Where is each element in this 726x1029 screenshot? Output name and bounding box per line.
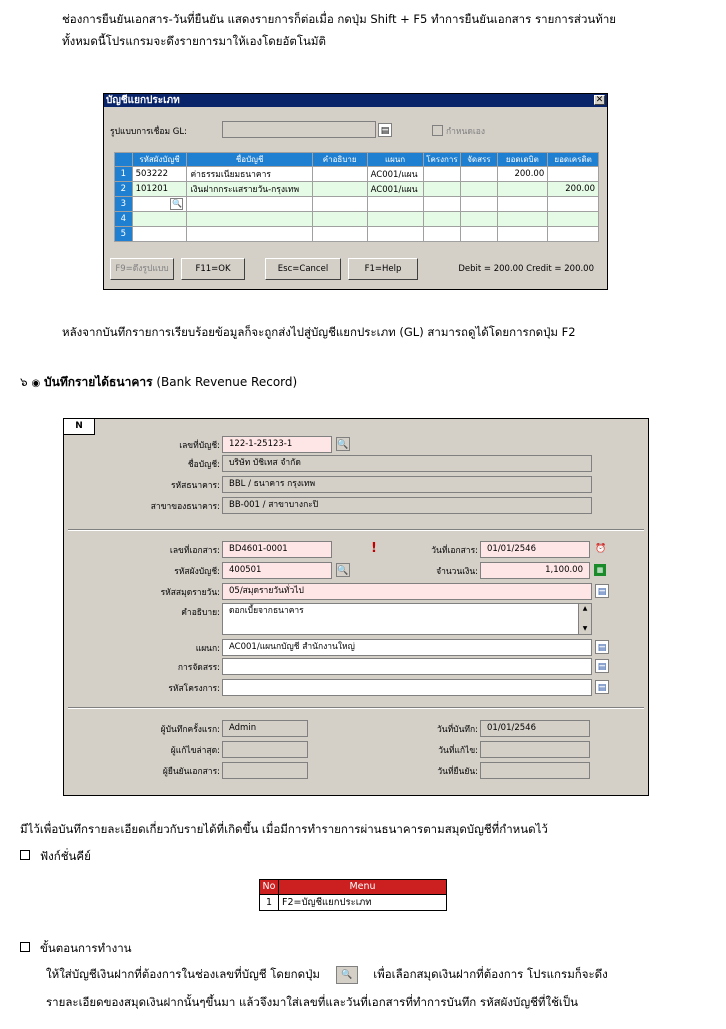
section-heading xyxy=(20,373,297,392)
gl-grid-header xyxy=(115,153,599,167)
gl-window-titlebar xyxy=(104,94,607,107)
f9-button[interactable]: F9=ดึงรูปแบบ xyxy=(110,258,174,280)
document-icon[interactable]: ▤ xyxy=(378,123,392,137)
procedure-line-2: รายละเอียดของสมุดเงินฝากนั้นๆขึ้นมา แล้วจึงมาใส่เลขที่และวันที่เอกสารที่ทำการบันทึก รหัสผังบัญชีที่ใช้เป็น xyxy=(46,995,579,1009)
project-label: รหัสโครงการ: xyxy=(168,684,220,694)
gl-format-field[interactable] xyxy=(222,121,376,138)
cell-desc[interactable] xyxy=(312,212,367,227)
doc-no-label: เลขที่เอกสาร: xyxy=(169,546,220,556)
search-icon[interactable]: 🔍 xyxy=(171,199,182,208)
row-number: 5 xyxy=(115,227,133,242)
search-icon: 🔍 xyxy=(336,966,358,984)
cell-name[interactable]: ค่าธรรมเนียมธนาคาร xyxy=(187,167,312,182)
cell-code[interactable] xyxy=(132,227,187,242)
row-number: 1 xyxy=(115,167,133,182)
col-header-dept[interactable]: แผนก xyxy=(367,153,423,167)
scroll-down-icon[interactable]: ▼ xyxy=(582,625,588,632)
intro-line-2: ทั้งหมดนี้โปรแกรมจะดึงรายการมาให้เองโดยอัตโนมัติ xyxy=(62,34,326,48)
cell-desc[interactable] xyxy=(312,197,367,212)
cell-debit[interactable] xyxy=(497,212,548,227)
cell-dept[interactable] xyxy=(367,212,423,227)
edited-by-field xyxy=(222,741,308,758)
cell-project[interactable] xyxy=(423,167,461,182)
amount-label: จำนวนเงิน: xyxy=(436,567,478,577)
cell-debit[interactable]: 200.00 xyxy=(497,167,548,182)
procedure-heading xyxy=(20,937,132,959)
esc-cancel-button[interactable]: Esc=Cancel xyxy=(265,258,341,280)
col-header-name[interactable]: ชื่อบัญชี xyxy=(187,153,312,167)
row-number: 1 xyxy=(260,895,279,910)
department-label: แผนก: xyxy=(195,644,220,654)
intro-line-1: ช่องการยืนยันเอกสาร-วันที่ยืนยัน แสดงรายการก็ต่อเมื่อ กดปุ่ม Shift + F5 ทำการยืนยันเอกสาร รายการส่วนท้าย xyxy=(62,12,617,26)
table-row[interactable] xyxy=(115,182,599,197)
scrollbar[interactable] xyxy=(578,604,591,634)
document-icon[interactable]: ▤ xyxy=(595,659,609,673)
bullet-icon: ◉ xyxy=(31,378,41,389)
cell-dept[interactable]: AC001/แผน xyxy=(367,167,423,182)
cell-credit[interactable] xyxy=(548,167,599,182)
edited-date-field xyxy=(480,741,590,758)
cell-debit[interactable] xyxy=(497,182,548,197)
cell-dept[interactable]: AC001/แผน xyxy=(367,182,423,197)
document-icon[interactable]: ▤ xyxy=(595,584,609,598)
account-no-field[interactable]: 122-1-25123-1 xyxy=(222,436,332,453)
cell-credit[interactable] xyxy=(548,197,599,212)
section-number: ๖ xyxy=(20,375,28,389)
cell-name[interactable] xyxy=(187,227,312,242)
chart-code-label: รหัสผังบัญชี: xyxy=(174,567,220,577)
gl-grid xyxy=(114,152,599,242)
scroll-up-icon[interactable]: ▲ xyxy=(582,605,588,612)
confirmed-date-field xyxy=(480,762,590,779)
document-icon[interactable]: ▤ xyxy=(595,680,609,694)
allocation-field[interactable] xyxy=(222,658,592,675)
created-by-field: Admin xyxy=(222,720,308,737)
calendar-icon[interactable]: ⏰ xyxy=(595,544,607,554)
doc-date-field[interactable]: 01/01/2546 xyxy=(480,541,590,558)
function-keys-table xyxy=(259,879,447,911)
cell-desc[interactable] xyxy=(312,167,367,182)
amount-field[interactable]: 1,100.00 xyxy=(480,562,590,579)
cell-code[interactable] xyxy=(132,212,187,227)
gl-format-label: รูปแบบการเชื่อม GL: xyxy=(110,127,187,137)
col-header-alloc[interactable]: จัดสรร xyxy=(461,153,497,167)
checkbox-icon xyxy=(20,942,30,952)
cell-dept[interactable] xyxy=(367,227,423,242)
status-tab: N xyxy=(64,419,95,435)
journal-field[interactable]: 05/สมุดรายวันทั่วไป xyxy=(222,583,592,600)
procedure-line-1a: ให้ใส่บัญชีเงินฝากที่ต้องการในช่องเลขที่บัญชี โดยกดปุ่ม xyxy=(46,967,320,981)
cell-name[interactable] xyxy=(187,197,312,212)
cell-code[interactable] xyxy=(132,197,187,212)
auto-checkbox[interactable] xyxy=(432,125,443,136)
cell-name[interactable] xyxy=(187,212,312,227)
chart-code-field[interactable]: 400501 xyxy=(222,562,332,579)
cell-project[interactable] xyxy=(423,182,461,197)
gl-totals: Debit = 200.00 Credit = 200.00 xyxy=(458,264,594,274)
cell-alloc[interactable] xyxy=(461,167,497,182)
function-keys-title: ฟังก์ชั่นคีย์ xyxy=(40,849,91,863)
cell-desc[interactable] xyxy=(312,227,367,242)
created-date-field: 01/01/2546 xyxy=(480,720,590,737)
col-header-no: No xyxy=(260,880,279,894)
table-row[interactable] xyxy=(115,167,599,182)
allocation-label: การจัดสรร: xyxy=(177,663,220,673)
cell-desc[interactable] xyxy=(312,182,367,197)
col-header-credit[interactable]: ยอดเครดิต xyxy=(548,153,599,167)
account-name-field: บริษัท บัชิเทส จำกัด xyxy=(222,455,592,472)
cell-dept[interactable] xyxy=(367,197,423,212)
procedure-line-1b: เพื่อเลือกสมุดเงินฝากที่ต้องการ โปรแกรมก็จะดึง xyxy=(373,967,608,981)
description-label: คำอธิบาย: xyxy=(181,608,220,618)
procedure-title: ขั้นตอนการทำงาน xyxy=(40,941,132,955)
procedure-paragraph xyxy=(46,963,726,1013)
project-field[interactable] xyxy=(222,679,592,696)
table-row[interactable] xyxy=(115,212,599,227)
cell-project[interactable] xyxy=(423,212,461,227)
cell-alloc[interactable] xyxy=(461,182,497,197)
cell-code[interactable]: 503222 xyxy=(132,167,187,182)
edited-by-label: ผู้แก้ไขล่าสุด: xyxy=(170,746,220,756)
function-keys-heading xyxy=(20,845,91,867)
table-row[interactable] xyxy=(115,197,599,212)
document-icon[interactable]: ▤ xyxy=(595,640,609,654)
cell-credit[interactable] xyxy=(548,227,599,242)
created-by-label: ผู้บันทึกครั้งแรก: xyxy=(160,725,220,735)
cell-alloc[interactable] xyxy=(461,197,497,212)
row-number: 4 xyxy=(115,212,133,227)
section-title-en: (Bank Revenue Record) xyxy=(152,375,298,389)
branch-field: BB-001 / สาขาบางกะปิ xyxy=(222,497,592,514)
after-paragraph: หลังจากบันทึกรายการเรียบร้อยข้อมูลก็จะถูกส่งไปสู่บัญชีแยกประเภท (GL) สามารถดูได้โดยการกดปุ่ม F2 xyxy=(62,325,576,339)
bank-code-label: รหัสธนาคาร: xyxy=(170,481,220,491)
col-header-desc[interactable]: คำอธิบาย xyxy=(312,153,367,167)
menu-item: F2=บัญชีแยกประเภท xyxy=(282,897,372,908)
confirmed-by-label: ผู้ยืนยันเอกสาร: xyxy=(162,767,220,777)
doc-no-field[interactable]: BD4601-0001 xyxy=(222,541,332,558)
edited-date-label: วันที่แก้ไข: xyxy=(438,746,478,756)
search-icon[interactable]: 🔍 xyxy=(336,437,350,451)
gl-window xyxy=(103,93,608,290)
journal-label: รหัสสมุดรายวัน: xyxy=(160,588,220,598)
function-keys-header xyxy=(260,880,446,894)
divider xyxy=(68,707,644,709)
confirmed-by-field xyxy=(222,762,308,779)
col-header-project[interactable]: โครงการ xyxy=(423,153,461,167)
cell-alloc[interactable] xyxy=(461,227,497,242)
section-title: บันทึกรายได้ธนาคาร xyxy=(44,375,153,389)
col-header-no xyxy=(115,153,133,167)
procedure-line-1 xyxy=(46,963,726,985)
table-row[interactable] xyxy=(115,227,599,242)
cell-credit[interactable]: 200.00 xyxy=(548,182,599,197)
cell-credit[interactable] xyxy=(548,212,599,227)
close-icon[interactable]: ✕ xyxy=(595,95,604,105)
account-no-label: เลขที่บัญชี: xyxy=(179,441,220,451)
intro-paragraph xyxy=(62,8,712,52)
cell-project[interactable] xyxy=(423,197,461,212)
confirmed-date-label: วันที่ยืนยัน: xyxy=(437,767,478,777)
bank-revenue-window xyxy=(63,418,649,796)
cell-debit[interactable] xyxy=(497,197,548,212)
cell-code[interactable]: 101201 xyxy=(132,182,187,197)
purpose-paragraph: มีไว้เพื่อบันทึกรายละเอียดเกี่ยวกับรายได้ที่เกิดขึ้น เมื่อมีการทำรายการผ่านธนาคารตามสมุดบัญชีที่กำหนดไว้ xyxy=(20,822,548,836)
table-row xyxy=(260,894,446,910)
cell-name[interactable]: เงินฝากกระแสรายวัน-กรุงเทพ xyxy=(187,182,312,197)
col-header-debit[interactable]: ยอดเดบิต xyxy=(497,153,548,167)
doc-date-label: วันที่เอกสาร: xyxy=(431,546,478,556)
divider xyxy=(68,529,644,531)
col-header-code[interactable]: รหัสผังบัญชี xyxy=(132,153,187,167)
auto-label: กำหนดเอง xyxy=(446,127,486,137)
row-number: 3 xyxy=(115,197,133,212)
branch-label: สาขาของธนาคาร: xyxy=(150,502,220,512)
col-header-menu: Menu xyxy=(349,881,376,892)
description-text: ดอกเบี้ยจากธนาคาร xyxy=(229,606,304,616)
row-number: 2 xyxy=(115,182,133,197)
description-field[interactable] xyxy=(222,603,592,635)
cell-project[interactable] xyxy=(423,227,461,242)
created-date-label: วันที่บันทึก: xyxy=(436,725,478,735)
account-name-label: ชื่อบัญชี: xyxy=(187,460,220,470)
f11-ok-button[interactable]: F11=OK xyxy=(181,258,245,280)
search-icon[interactable]: 🔍 xyxy=(336,563,350,577)
cell-alloc[interactable] xyxy=(461,212,497,227)
exclamation-icon[interactable]: ! xyxy=(371,541,377,556)
cell-debit[interactable] xyxy=(497,227,548,242)
f1-help-button[interactable]: F1=Help xyxy=(348,258,418,280)
bank-code-field: BBL / ธนาคาร กรุงเทพ xyxy=(222,476,592,493)
gl-window-title: บัญชีแยกประเภท xyxy=(106,95,180,106)
department-field[interactable]: AC001/แผนกบัญชี สำนักงานใหญ่ xyxy=(222,639,592,656)
calculator-icon[interactable]: ▦ xyxy=(594,564,606,576)
checkbox-icon xyxy=(20,850,30,860)
